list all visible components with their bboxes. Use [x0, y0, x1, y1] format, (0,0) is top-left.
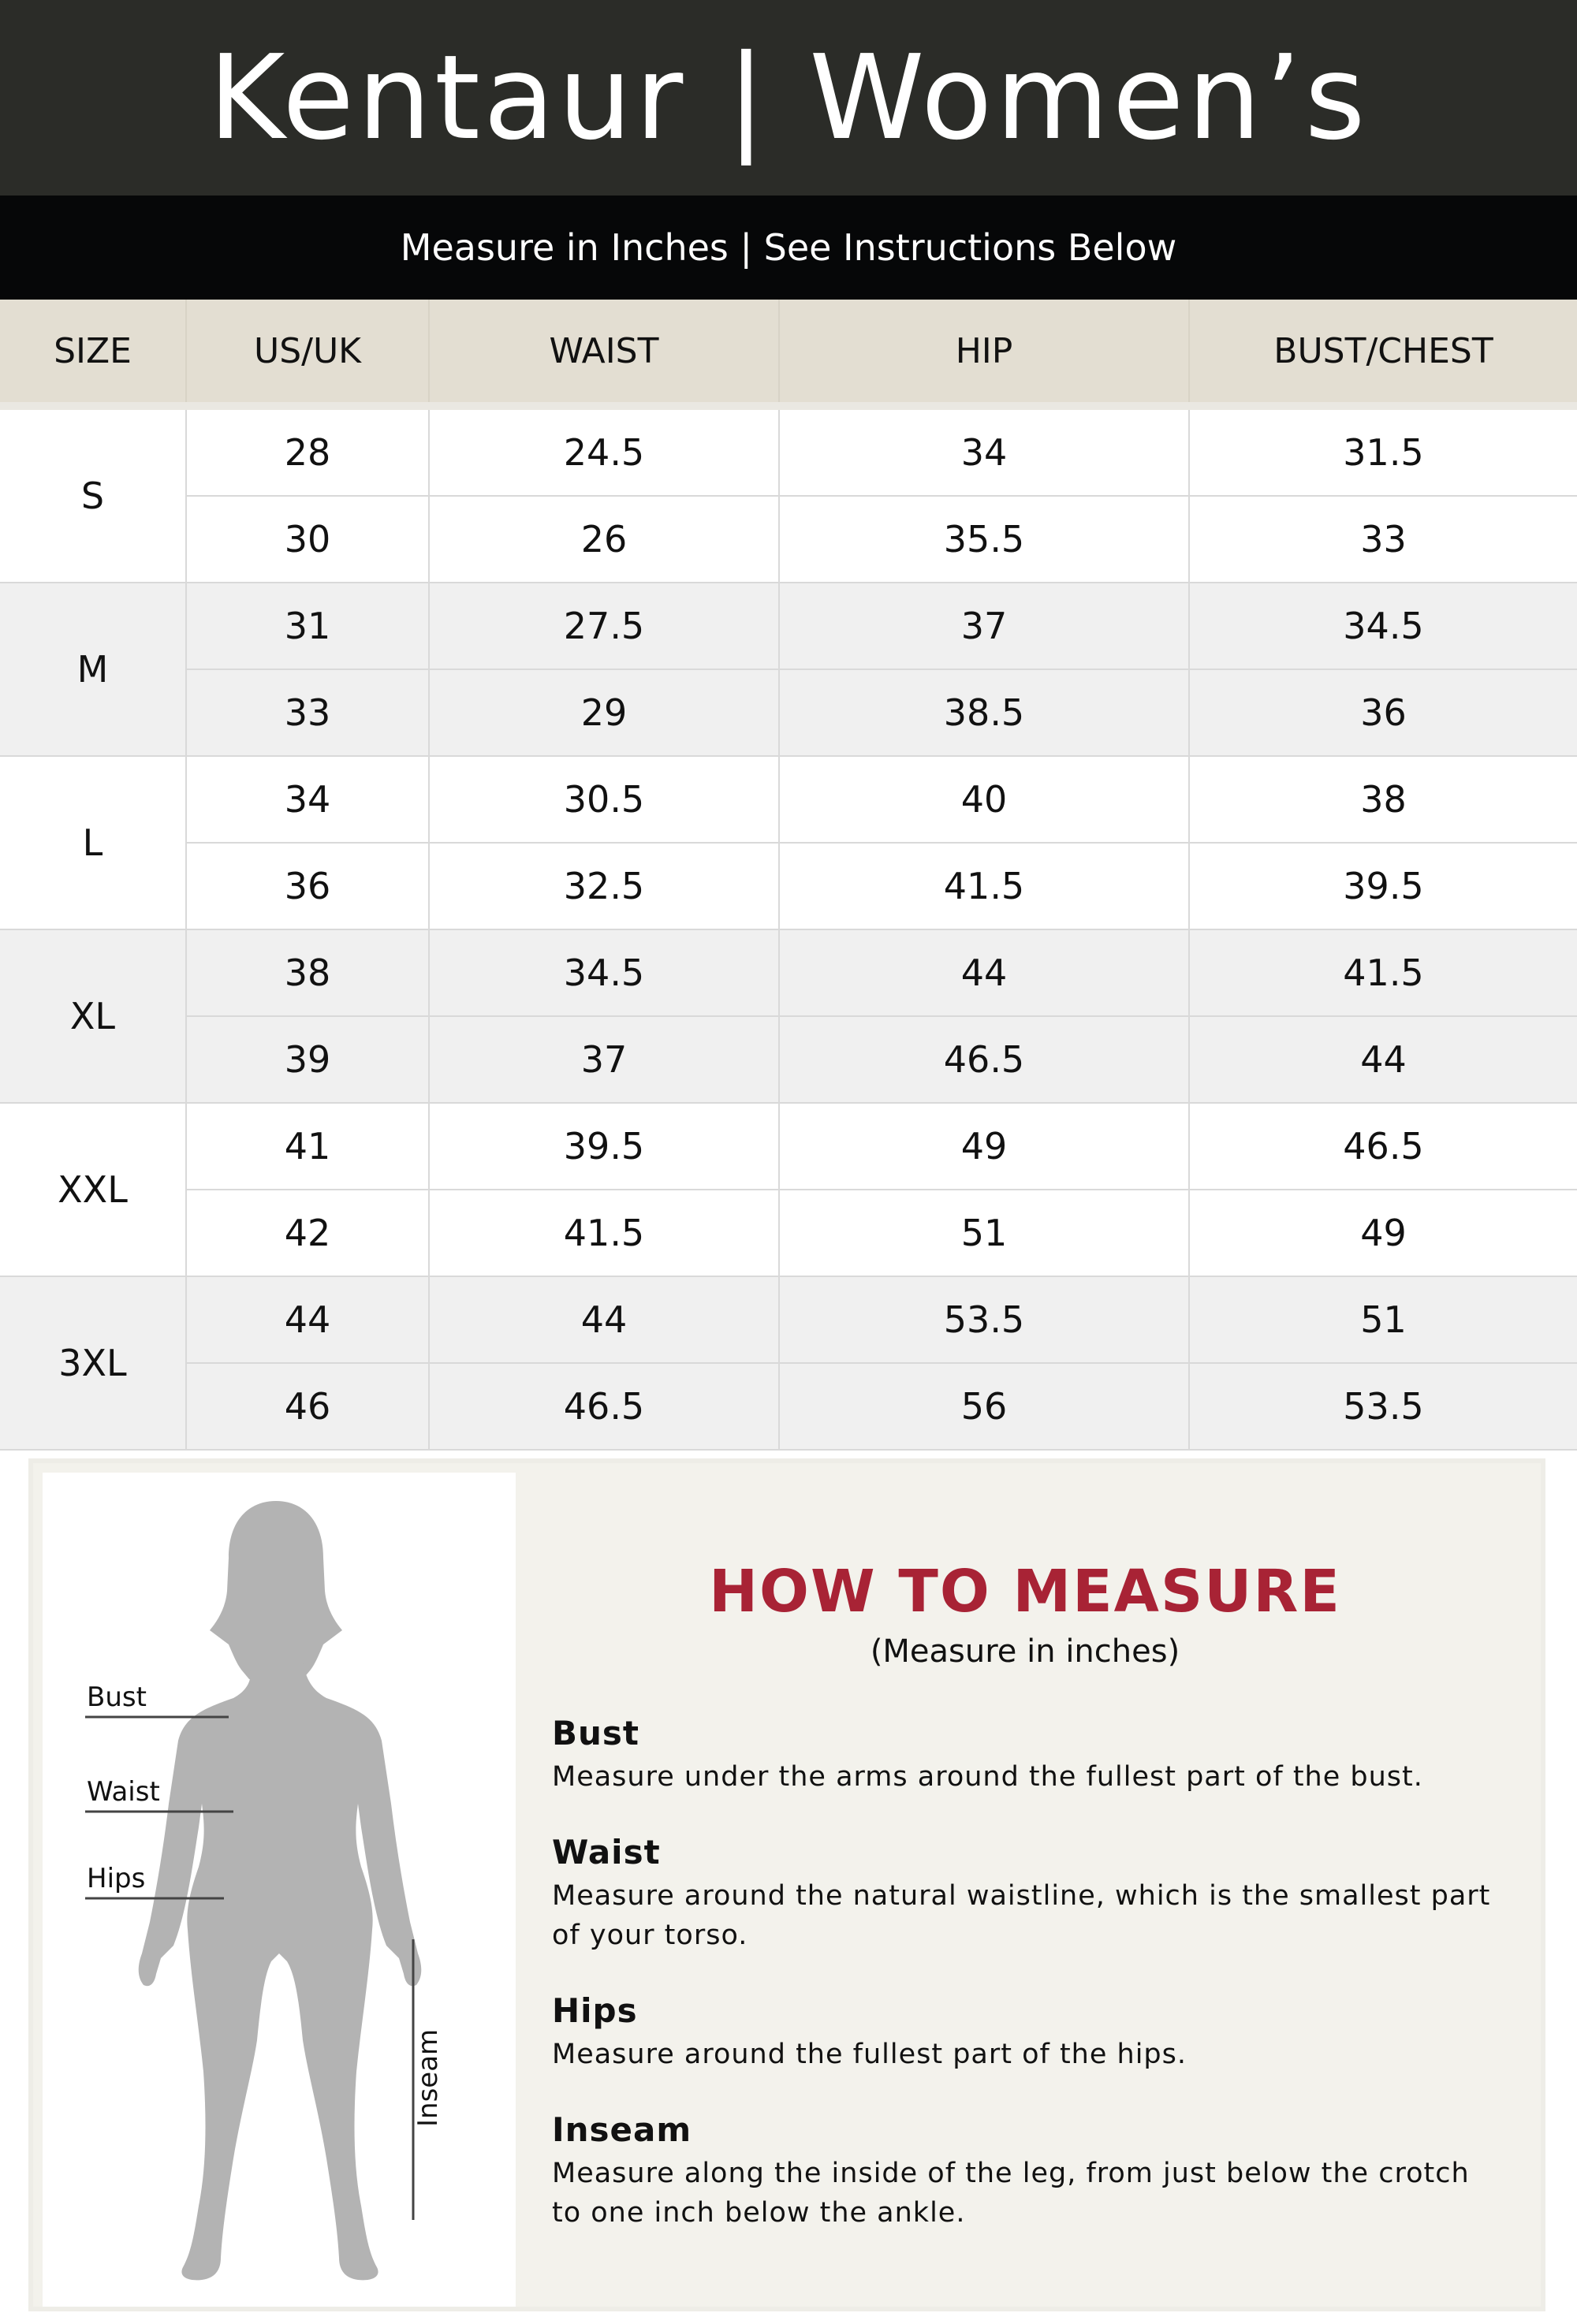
- subtitle-banner: [0, 196, 1577, 300]
- hip-cell: 37: [779, 583, 1189, 669]
- hips-label: Hips: [87, 1863, 146, 1894]
- how-to-measure-subtitle: (Measure in inches): [870, 1633, 1180, 1670]
- table-row: [0, 1276, 1577, 1363]
- waist-cell: 44: [429, 1276, 779, 1363]
- table-row: [0, 756, 1577, 843]
- body-silhouette-figure: [43, 1473, 516, 2307]
- instruction-text: Measure under the arms around the fullest part of the bust.: [552, 1761, 1423, 1793]
- us-uk-cell: 31: [186, 583, 429, 669]
- us-uk-cell: 33: [186, 669, 429, 756]
- instruction-waist: [552, 1833, 1498, 1955]
- hip-cell: 44: [779, 929, 1189, 1016]
- waist-cell: 32.5: [429, 843, 779, 929]
- bust-chest-cell: 44: [1189, 1016, 1577, 1103]
- page-title: Kentaur | Women’s: [208, 30, 1369, 166]
- waist-cell: 26: [429, 496, 779, 583]
- bust-chest-cell: 41.5: [1189, 929, 1577, 1016]
- header-size: SIZE: [0, 300, 186, 406]
- bust-chest-cell: 34.5: [1189, 583, 1577, 669]
- us-uk-cell: 42: [186, 1190, 429, 1276]
- header-us-uk: US/UK: [186, 300, 429, 406]
- instruction-text: Measure along the inside of the leg, from just below the crotch to one inch below the ankle.: [552, 2158, 1470, 2229]
- bust-chest-cell: 31.5: [1189, 406, 1577, 496]
- waist-cell: 30.5: [429, 756, 779, 843]
- hip-cell: 40: [779, 756, 1189, 843]
- table-row: [0, 1363, 1577, 1450]
- hip-cell: 53.5: [779, 1276, 1189, 1363]
- measure-instructions: [552, 1558, 1498, 2269]
- hip-cell: 56: [779, 1363, 1189, 1450]
- table-header-row: [0, 300, 1577, 406]
- table-row: [0, 1103, 1577, 1190]
- hip-cell: 34: [779, 406, 1189, 496]
- table-row: [0, 406, 1577, 496]
- instruction-bust: [552, 1714, 1498, 1797]
- waist-cell: 41.5: [429, 1190, 779, 1276]
- size-cell: XL: [0, 929, 186, 1103]
- instruction-heading: Waist: [552, 1833, 661, 1871]
- instruction-hips: [552, 1991, 1498, 2074]
- bust-chest-cell: 51: [1189, 1276, 1577, 1363]
- size-cell: 3XL: [0, 1276, 186, 1450]
- table-row: [0, 843, 1577, 929]
- us-uk-cell: 28: [186, 406, 429, 496]
- how-to-measure-title: HOW TO MEASURE: [709, 1558, 1341, 1626]
- hip-cell: 51: [779, 1190, 1189, 1276]
- female-silhouette-icon: [139, 1501, 422, 2280]
- us-uk-cell: 44: [186, 1276, 429, 1363]
- table-body: [0, 406, 1577, 1450]
- waist-cell: 27.5: [429, 583, 779, 669]
- waist-label: Waist: [87, 1776, 160, 1808]
- waist-cell: 24.5: [429, 406, 779, 496]
- title-banner: [0, 0, 1577, 196]
- bust-chest-cell: 33: [1189, 496, 1577, 583]
- table-row: [0, 929, 1577, 1016]
- header-bust-chest: BUST/CHEST: [1189, 300, 1577, 406]
- table-row: [0, 1190, 1577, 1276]
- inseam-label: Inseam: [412, 2028, 444, 2127]
- instruction-text: Measure around the fullest part of the hips.: [552, 2039, 1187, 2070]
- page-subtitle: Measure in Inches | See Instructions Below: [400, 226, 1177, 269]
- waist-cell: 37: [429, 1016, 779, 1103]
- size-cell: S: [0, 406, 186, 583]
- bust-chest-cell: 39.5: [1189, 843, 1577, 929]
- us-uk-cell: 39: [186, 1016, 429, 1103]
- hip-cell: 49: [779, 1103, 1189, 1190]
- instruction-heading: Hips: [552, 1991, 638, 2030]
- us-uk-cell: 30: [186, 496, 429, 583]
- table-row: [0, 583, 1577, 669]
- hip-cell: 46.5: [779, 1016, 1189, 1103]
- waist-cell: 29: [429, 669, 779, 756]
- waist-cell: 46.5: [429, 1363, 779, 1450]
- size-chart-table: [0, 300, 1577, 1451]
- us-uk-cell: 41: [186, 1103, 429, 1190]
- waist-cell: 39.5: [429, 1103, 779, 1190]
- bust-chest-cell: 49: [1189, 1190, 1577, 1276]
- hip-cell: 41.5: [779, 843, 1189, 929]
- instruction-text: Measure around the natural waistline, which is the smallest part of your torso.: [552, 1880, 1491, 1951]
- table-row: [0, 1016, 1577, 1103]
- instruction-inseam: [552, 2110, 1498, 2233]
- hip-cell: 38.5: [779, 669, 1189, 756]
- bust-chest-cell: 38: [1189, 756, 1577, 843]
- us-uk-cell: 34: [186, 756, 429, 843]
- bust-label: Bust: [87, 1682, 147, 1713]
- size-cell: XXL: [0, 1103, 186, 1276]
- body-figure-box: [43, 1473, 516, 2307]
- instruction-heading: Inseam: [552, 2110, 692, 2149]
- how-to-measure-panel: [28, 1458, 1545, 2311]
- table-row: [0, 496, 1577, 583]
- bust-chest-cell: 53.5: [1189, 1363, 1577, 1450]
- hip-cell: 35.5: [779, 496, 1189, 583]
- size-cell: L: [0, 756, 186, 929]
- us-uk-cell: 46: [186, 1363, 429, 1450]
- header-waist: WAIST: [429, 300, 779, 406]
- bust-chest-cell: 46.5: [1189, 1103, 1577, 1190]
- table-row: [0, 669, 1577, 756]
- us-uk-cell: 38: [186, 929, 429, 1016]
- header-hip: HIP: [779, 300, 1189, 406]
- bust-chest-cell: 36: [1189, 669, 1577, 756]
- size-cell: M: [0, 583, 186, 756]
- us-uk-cell: 36: [186, 843, 429, 929]
- instruction-heading: Bust: [552, 1714, 639, 1752]
- waist-cell: 34.5: [429, 929, 779, 1016]
